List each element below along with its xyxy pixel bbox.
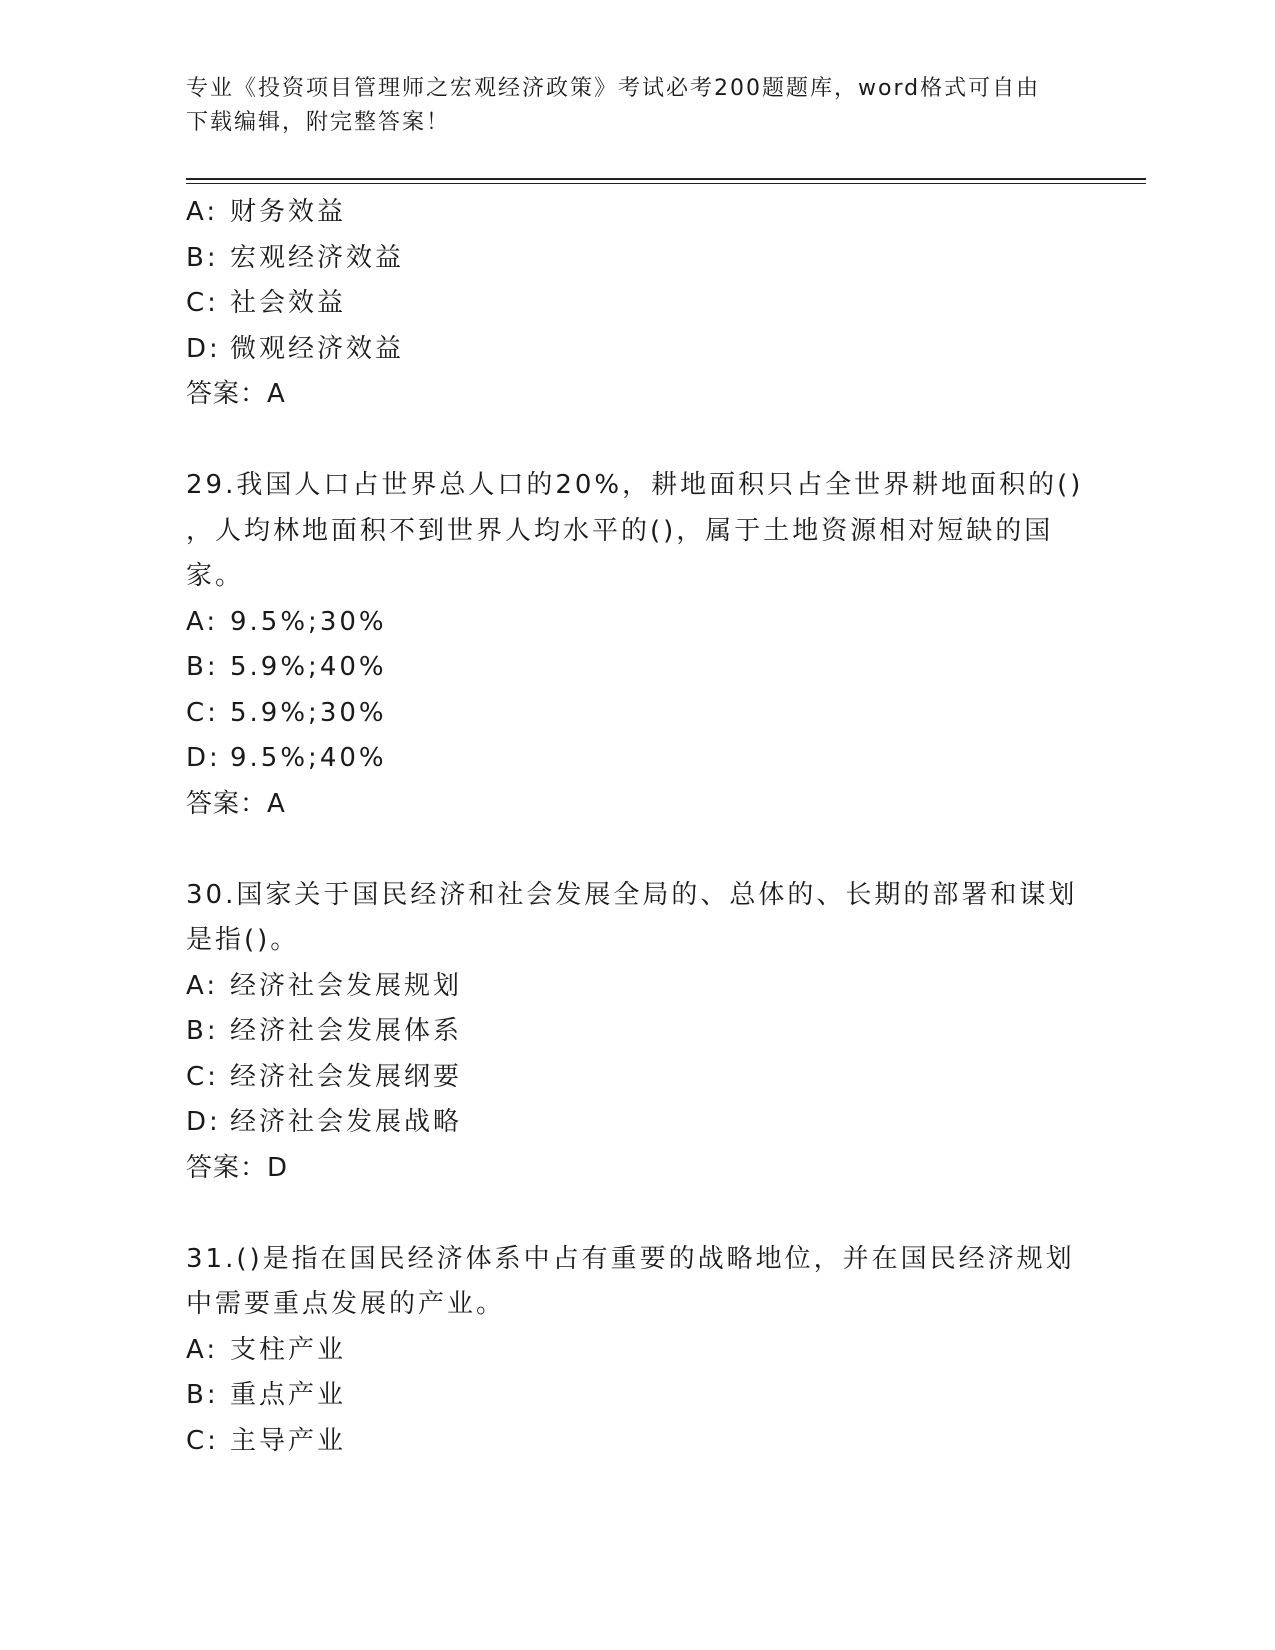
option-c: C: 5.9%;30% — [186, 697, 387, 728]
question-28-continued — [186, 190, 1086, 418]
question-text-line: 家。 — [186, 561, 245, 591]
answer-line: 答案：A — [186, 788, 286, 819]
option-b: B: 经济社会发展体系 — [186, 1016, 463, 1046]
option-c: C: 主导产业 — [186, 1425, 347, 1456]
option-d: D: 微观经济效益 — [186, 333, 405, 364]
option-a: A: 支柱产业 — [186, 1334, 347, 1365]
option-a: A: 财务效益 — [186, 197, 347, 227]
answer-line: 答案：A — [186, 379, 286, 409]
option-a: A: 经济社会发展规划 — [186, 970, 463, 1001]
answer-line: 答案：D — [186, 1152, 289, 1183]
header-line-1: 专业《投资项目管理师之宏观经济政策》考试必考200题题库，word格式可自由 — [186, 76, 1041, 101]
question-content — [186, 190, 1086, 1464]
header-divider-thick — [186, 178, 1146, 180]
header-divider-thin — [186, 183, 1146, 184]
option-b: B: 宏观经济效益 — [186, 242, 405, 273]
option-c: C: 经济社会发展纲要 — [186, 1061, 463, 1092]
option-d: D: 经济社会发展战略 — [186, 1107, 463, 1137]
question-text-line: 是指()。 — [186, 925, 300, 955]
option-a: A: 9.5%;30% — [186, 606, 387, 637]
question-text-line: ，人均林地面积不到世界人均水平的()，属于土地资源相对短缺的国 — [186, 515, 1054, 546]
question-text-line: 30.国家关于国民经济和社会发展全局的、总体的、长期的部署和谋划 — [186, 879, 1078, 910]
header-line-2: 下载编辑，附完整答案！ — [186, 110, 451, 135]
question-text-line: 29.我国人口占世界总人口的20%，耕地面积只占全世界耕地面积的() — [186, 470, 1084, 500]
document-header — [186, 72, 1066, 140]
option-c: C: 社会效益 — [186, 288, 347, 318]
question-text-line: 31.()是指在国民经济体系中占有重要的战略地位，并在国民经济规划 — [186, 1243, 1075, 1274]
option-b: B: 重点产业 — [186, 1380, 347, 1410]
option-b: B: 5.9%;40% — [186, 652, 387, 682]
question-29 — [186, 463, 1086, 827]
option-d: D: 9.5%;40% — [186, 743, 387, 773]
question-30 — [186, 873, 1086, 1192]
question-31 — [186, 1237, 1086, 1465]
question-text-line: 中需要重点发展的产业。 — [186, 1289, 506, 1319]
